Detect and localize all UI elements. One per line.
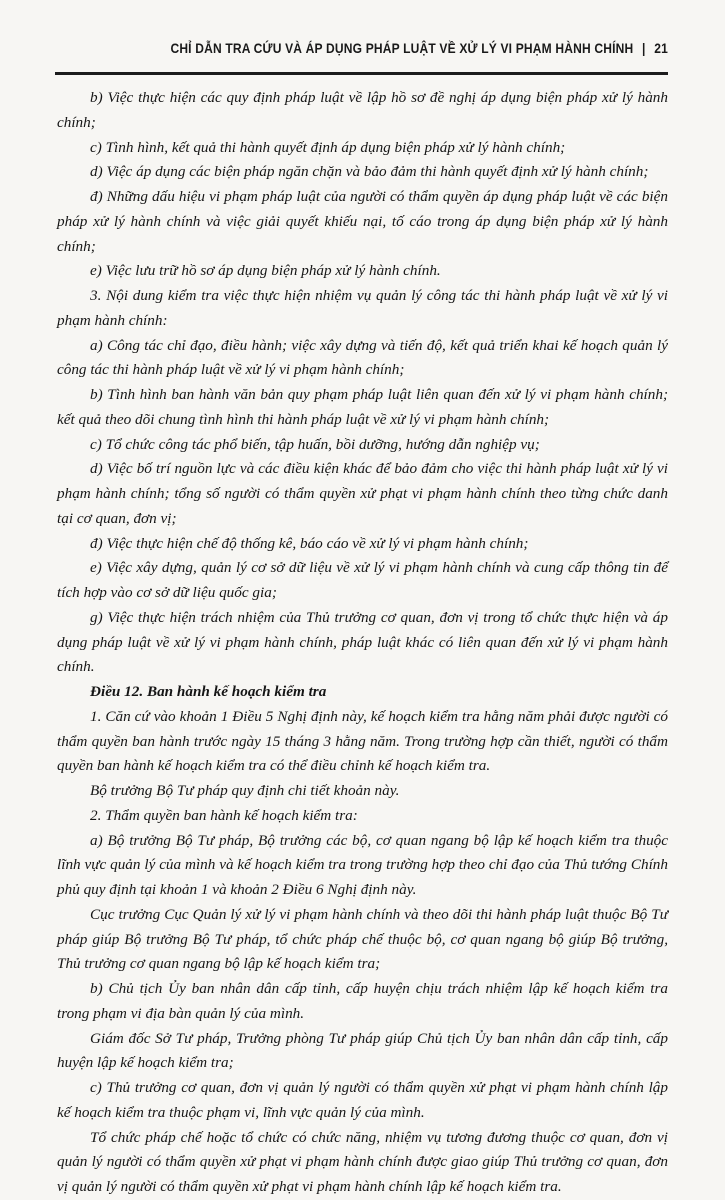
paragraph: đ) Những dấu hiệu vi phạm pháp luật của người có thẩm quyền áp dụng pháp luật về các biện pháp xử lý hành chính và việc giải quyết khiếu nại, tố cáo trong áp dụng biện pháp xử lý hành chính; xyxy=(57,188,668,255)
paragraph: 3. Nội dung kiểm tra việc thực hiện nhiệm vụ quản lý công tác thi hành pháp luật về xử lý vi phạm hành chính: xyxy=(57,287,668,329)
paragraph: b) Việc thực hiện các quy định pháp luật về lập hồ sơ đề nghị áp dụng biện pháp xử lý hành chính; xyxy=(57,89,668,131)
paragraph: e) Việc lưu trữ hồ sơ áp dụng biện pháp xử lý hành chính. xyxy=(90,262,441,280)
paragraph: g) Việc thực hiện trách nhiệm của Thủ trưởng cơ quan, đơn vị trong tổ chức thực hiện và áp dụng pháp luật về xử lý vi phạm hành chính, pháp luật khác có liên quan đến xử lý vi phạm hành chính. xyxy=(57,608,668,676)
paragraph: c) Tình hình, kết quả thi hành quyết định áp dụng biện pháp xử lý hành chính; xyxy=(90,138,566,156)
paragraph: Bộ trưởng Bộ Tư pháp quy định chi tiết khoản này. xyxy=(90,782,400,799)
page-body xyxy=(57,86,668,1200)
paragraph: 2. Thẩm quyền ban hành kế hoạch kiểm tra: xyxy=(90,806,358,824)
paragraph: e) Việc xây dựng, quản lý cơ sở dữ liệu về xử lý vi phạm hành chính và cung cấp thông tin để tích hợp vào cơ sở dữ liệu quốc gia; xyxy=(57,559,668,601)
header-rule xyxy=(55,72,668,75)
header-separator: | xyxy=(642,40,646,56)
paragraph: Giám đốc Sở Tư pháp, Trưởng phòng Tư pháp giúp Chủ tịch Ủy ban nhân dân cấp tỉnh, cấp huyện lập kế hoạch kiểm tra; xyxy=(57,1029,668,1072)
paragraph: 1. Căn cứ vào khoản 1 Điều 5 Nghị định này, kế hoạch kiểm tra hằng năm phải được người có thẩm quyền ban hành trước ngày 15 tháng 3 hằng năm. Trong trường hợp cần thiết, người có thẩm quyền ban hành kế hoạch kiểm tra có thể điều chỉnh kế hoạch kiểm tra. xyxy=(57,707,668,775)
article-heading: Điều 12. Ban hành kế hoạch kiểm tra xyxy=(90,683,327,700)
paragraph: c) Thủ trưởng cơ quan, đơn vị quản lý người có thẩm quyền xử phạt vi phạm hành chính lập kế hoạch kiểm tra thuộc phạm vi, lĩnh vực quản lý của mình. xyxy=(57,1079,668,1121)
paragraph: đ) Việc thực hiện chế độ thống kê, báo cáo về xử lý vi phạm hành chính; xyxy=(90,534,529,552)
paragraph: b) Tình hình ban hành văn bản quy phạm pháp luật liên quan đến xử lý vi phạm hành chính; kết quả theo dõi chung tình hình thi hành pháp luật về xử lý vi phạm hành chính; xyxy=(57,386,668,428)
running-header xyxy=(141,40,668,66)
paragraph: Cục trưởng Cục Quản lý xử lý vi phạm hành chính và theo dõi thi hành pháp luật thuộc Bộ Tư pháp giúp Bộ trưởng Bộ Tư pháp, tổ chức pháp chế thuộc bộ, cơ quan ngang bộ giúp Bộ trưởng, Thủ trưởng cơ quan ngang bộ lập kế hoạch kiểm tra; xyxy=(57,905,668,973)
paragraph: a) Công tác chỉ đạo, điều hành; việc xây dựng và tiến độ, kết quả triển khai kế hoạch quản lý công tác thi hành pháp luật về xử lý vi phạm hành chính; xyxy=(57,336,668,379)
paragraph: d) Việc bố trí nguồn lực và các điều kiện khác để bảo đảm cho việc thi hành pháp luật xử lý vi phạm hành chính; tổng số người có thẩm quyền xử phạt vi phạm hành chính theo từng chức danh tại cơ quan, đơn vị; xyxy=(57,460,668,527)
page-number: 21 xyxy=(654,40,668,56)
paragraph: c) Tổ chức công tác phổ biến, tập huấn, bồi dưỡng, hướng dẫn nghiệp vụ; xyxy=(90,435,540,453)
paragraph: b) Chủ tịch Ủy ban nhân dân cấp tỉnh, cấp huyện chịu trách nhiệm lập kế hoạch kiểm tra trong phạm vi địa bàn quản lý của mình. xyxy=(57,980,668,1022)
paragraph: d) Việc áp dụng các biện pháp ngăn chặn và bảo đảm thi hành quyết định xử lý hành chính; xyxy=(90,163,649,181)
paragraph: a) Bộ trưởng Bộ Tư pháp, Bộ trưởng các bộ, cơ quan ngang bộ lập kế hoạch kiểm tra thuộc lĩnh vực quản lý của mình và kế hoạch kiểm tra trong trường hợp theo chỉ đạo của Thủ tướng Chính phủ quy định tại khoản 1 và khoản 2 Điều 6 Nghị định này. xyxy=(57,831,668,898)
paragraph: Tổ chức pháp chế hoặc tổ chức có chức năng, nhiệm vụ tương đương thuộc cơ quan, đơn vị quản lý người có thẩm quyền xử phạt vi phạm hành chính được giao giúp Thủ trưởng cơ quan, đơn vị quản lý người có thẩm quyền xử phạt vi phạm hành chính lập kế hoạch kiểm tra. xyxy=(57,1128,668,1195)
header-title: CHỈ DẪN TRA CỨU VÀ ÁP DỤNG PHÁP LUẬT VỀ XỬ LÝ VI PHẠM HÀNH CHÍNH xyxy=(170,40,634,56)
